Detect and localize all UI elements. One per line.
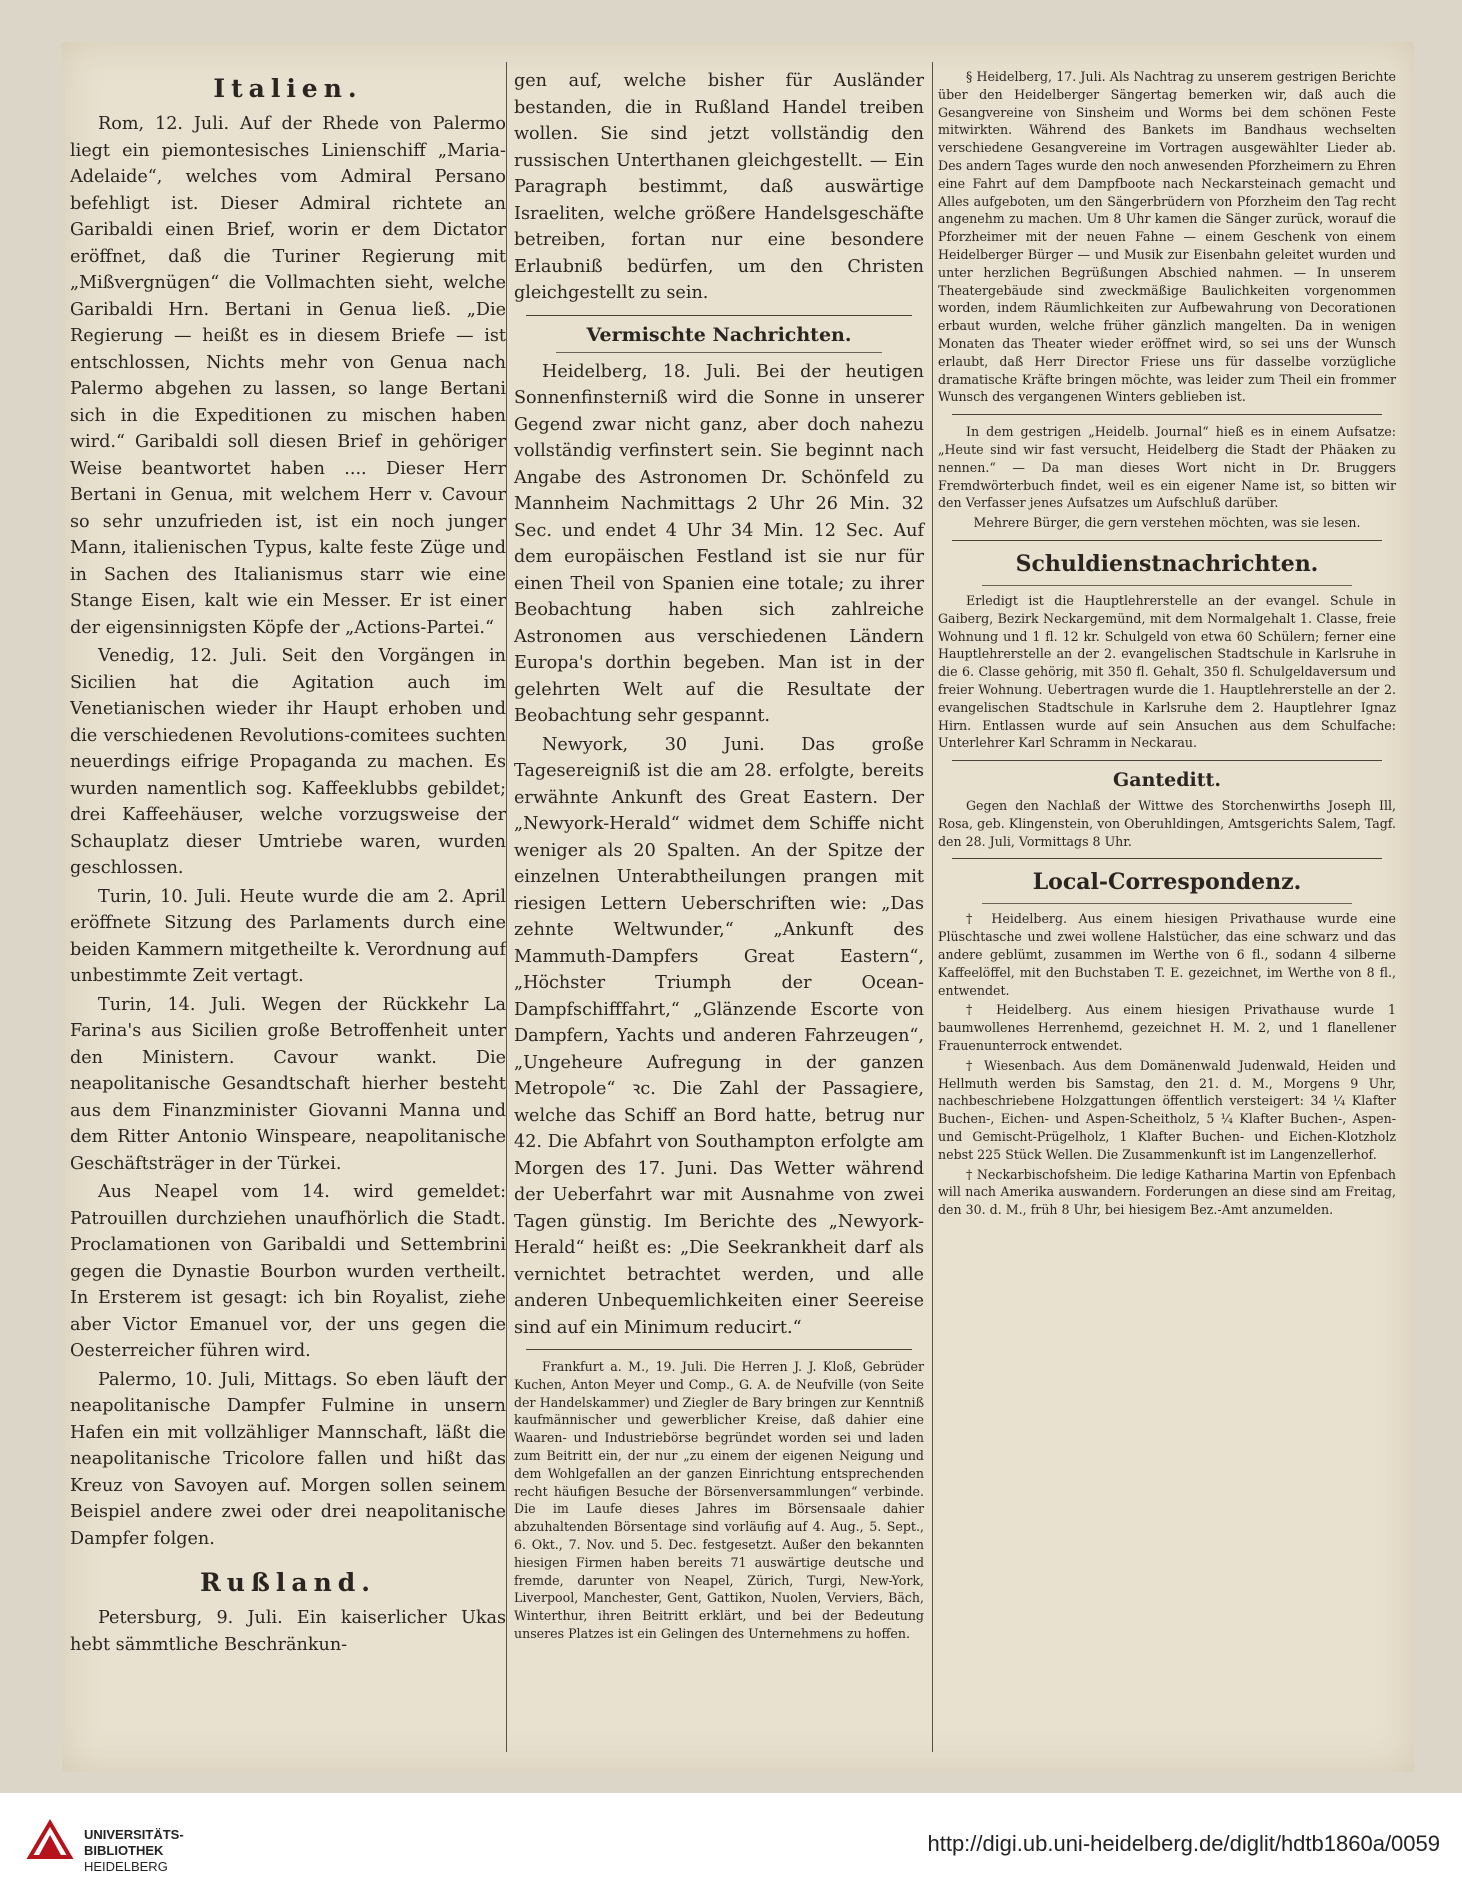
article-ganteditt: Gegen den Nachlaß der Wittwe des Storchenwirths Joseph Ill, Rosa, geb. Klingenstein, von Oberuhldingen, Amtsgerichts Salem, Tagf. den 28. Juli, Vormittags 8 Uhr. [938,798,1396,849]
article-turin-2: Turin, 14. Juli. Wegen der Rückkehr La Farina's aus Sicilien große Betroffenheit unter den Ministern. Cavour wankt. Die neapolitanische Gesandtschaft hierher besteht aus dem Finanzminister Giovanni Manna und dem Ritter Antonio Winspeare, neapolitanische Geschäftsträger in der Türkei. [70,994,506,1174]
section-title-italien: Italien. [213,74,363,103]
divider [952,760,1382,761]
logo-line: BIBLIOTHEK [84,1843,164,1858]
divider [952,414,1382,415]
article-local-heidelberg-2: † Heidelberg. Aus einem hiesigen Privathause wurde 1 baumwollenes Herrenhemd, gezeichnet H. M. 2, und 1 flanellener Frauenunterrock entwendet. [938,1002,1396,1054]
university-logo-icon[interactable] [26,1817,74,1869]
divider [952,540,1382,541]
permalink-url[interactable]: http://digi.ub.uni-heidelberg.de/diglit/hdtb1860a/0059 [927,1831,1440,1856]
article-frankfurt: Frankfurt a. M., 19. Juli. Die Herren J. J. Kloß, Gebrüder Kuchen, Anton Meyer und Comp., G. A. de Neufville (von Seite der Handelskammer) und Ziegler de Bary bringen zur Kenntniß kaufmännischer und gewerblicher Kreise, daß dahier eine Waaren- und Industriebörse begründet worden sei und laden zum Beitritt ein, der nur „zu einem der eigenen Neigung und dem Wohlgefallen an der ganzen Einrichtung entsprechenden recht häufigen Besuche der Börsenversammlungen“ verbinde. Die im Laufe dieses Jahres im Börsensaale dahier abzuhaltenden Börsentage sind vorläufig auf 4. Aug., 5. Sept., 6. Okt., 7. Nov. und 5. Dec. festgesetzt. Außer den bekannten hiesigen Firmen haben bereits 71 auswärtige deutsche und fremde, darunter von Neapel, Zürich, Turgi, New-York, Liverpool, Manchester, Gent, Gattikon, Nuolen, Verviers, Bäch, Winterthur, ihren Beitritt erklärt, und bei der Bedeutung unseres Platzes ist ein Gelingen des Unternehmens zu hoffen. [514,1359,924,1641]
section-title-ganteditt: Ganteditt. [1113,769,1221,792]
article-local-heidelberg-1: † Heidelberg. Aus einem hiesigen Privathause wurde eine Plüschtasche und zwei wollene Halstücher, das eine schwarz und das andere geblümt, zusammen im Werthe von 6 fl., sodann 4 silberne Kaffeelöffel, mit den Buchstaben T. E. gezeichnet, im Werthe von 8 fl., entwendet. [938,911,1396,998]
section-title-local: Local-Correspondenz. [1032,869,1302,896]
article-petersburg-cont: gen auf, welche bisher für Ausländer bestanden, die in Rußland Handel treiben wollen. Sie sind jetzt vollständig den russischen Unterthanen gleichgestellt. — Ein Paragraph bestimmt, daß auswärtige Israeliten, welche größere Handelsgeschäfte betreiben, fortan nur eine besondere Erlaubniß bedürfen, um den Christen gleichgestellt zu sein. [514,71,924,303]
divider [556,352,882,353]
logo-line: HEIDELBERG [84,1859,168,1874]
divider [982,585,1352,586]
article-neapel: Aus Neapel vom 14. wird gemeldet: Patrouillen durchziehen unaufhörlich die Stadt. Proclamationen von Garibaldi und Settembrini gegen die Dynastie Bourbon wurden vertheilt. In Ersterem ist gesagt: ich bin Royalist, ziehe aber Victor Emanuel vor, der uns gegen die Oesterreicher führen wird. [70,1182,506,1361]
article-turin-1: Turin, 10. Juli. Heute wurde die am 2. April eröffnete Sitzung des Parlaments durch eine beiden Kammern mitgetheilte k. Verordnung auf unbestimmte Zeit vertagt. [70,886,506,986]
letter-signature: Mehrere Bürger, die gern verstehen möchten, was sie lesen. [973,515,1361,531]
article-heidelberg-sonnenfinsternis: Heidelberg, 18. Juli. Bei der heutigen Sonnenfinsterniß wird die Sonne in unserer Gegend zwar nicht ganz, aber doch nahezu vollständig verfinstert sein. Sie beginnt nach Angabe des Astronomen Dr. Schönfeld zu Mannheim Nachmittags 2 Uhr 26 Min. 32 Sec. und endet 4 Uhr 34 Min. 12 Sec. Auf dem europäischen Festland ist sie nur für einen Theil von Spanien eine totale; zu ihrer Beobachtung haben sich zahlreiche Astronomen aus verschiedenen Ländern Europa's dorthin begeben. Man ist in der gelehrten Welt auf die Resultate der Beobachtung sehr gespannt. [514,361,924,726]
divider [526,315,912,316]
library-name [84,1827,184,1875]
divider [982,903,1352,904]
article-local-neckarbischofsheim: † Neckarbischofsheim. Die ledige Katharina Martin von Epfenbach will nach Amerika auswandern. Forderungen an diese sind am Freitag, den 30. d. M., früh 8 Uhr, bei hiesigem Bez.-Amt anzumelden. [938,1166,1396,1218]
article-palermo: Palermo, 10. Juli, Mittags. So eben läuft der neapolitanische Dampfer Fulmine in unsern Hafen ein mit vollzähliger Mannschaft, läßt die neapolitanische Tricolore fallen und hißt das Kreuz von Savoyen auf. Morgen sollen seinem Beispiel andere zwei oder drei neapolitanische Dampfer folgen. [70,1369,506,1549]
column-italien [70,68,506,1660]
article-rom: Rom, 12. Juli. Auf der Rhede von Palermo liegt ein piemontesisches Linienschiff „Maria-Adelaide“, welches vom Admiral Persano befehligt ist. Dieser Admiral richtete an Garibaldi einen Brief, worin er dem Dictator eröffnet, daß die Turiner Regierung mit „Mißvergnügen“ die Vollmachten sieht, welche Garibaldi Hrn. Bertani in Genua ließ. „Die Regierung — heißt es in diesem Briefe — ist entschlossen, Nichts mehr von Genua nach Palermo abgehen zu lassen, so lange Bertani sich in die Expeditionen zu mischen haben wird.“ Garibaldi soll diesen Brief in gehöriger Weise beantwortet haben .... Dieser Herr Bertani in Genua, mit welchem Herr v. Cavour so sehr unzufrieden ist, ist ein noch junger Mann, italienischen Typus, kalte feste Züge und in Sachen des Italianismus starr wie eine Stange Eisen, kalt wie ein Messer. Er ist einer der eigensinnigsten Köpfe der „Actions-Partei.“ [70,114,506,638]
letter-phaeaken: In dem gestrigen „Heidelb. Journal“ hieß es in einem Aufsatze: „Heute sind wir fast versucht, Heidelberg die Stadt der Phäaken zu nennen.“ — Da man dieses Wort nicht in Dr. Bruggers Fremdwörterbuch findet, weil es ein eigener Name ist, so bitten wir den Verfasser jenes Aufsatzes um Aufschluß darüber. [938,424,1396,511]
column-vermischte [506,68,932,1645]
section-title-schuldienst: Schuldienstnachrichten. [1015,550,1319,577]
article-schuldienst: Erledigt ist die Hauptlehrerstelle an der evangel. Schule in Gaiberg, Bezirk Neckargemünd, mit dem Normalgehalt 1. Classe, freie Wohnung und 1 fl. 12 kr. Schulgeld von etwa 60 Schülern; ferner eine Hauptlehrerstelle an der 2. evangelischen Stadtschule in Karlsruhe in die 6. Classe gehörig, mit 350 fl. Gehalt, 350 fl. Schulgeldaversum und freier Wohnung. Uebertragen wurde die 1. Hauptlehrerstelle an der 2. evangelischen Stadtschule in Karlsruhe dem 2. Hauptlehrer Ignaz Hirn. Entlassen wurde auf sein Ansuchen aus dem Schulfache: Unterlehrer Karl Schramm in Neckarau. [938,592,1396,751]
newspaper-page [62,42,1414,1772]
article-heidelberg-saengertag: § Heidelberg, 17. Juli. Als Nachtrag zu unserem gestrigen Berichte über den Heidelberger Sängertag bemerken wir, daß auch die Gesangvereine von Sinsheim und Worms bei dem schönen Feste mitwirkten. Während des Bankets im Bandhaus wechselten verschiedene Gesangvereine im Vortragen ausgewählter Lieder ab. Des andern Tages wurde den noch anwesenden Pforzheimern zu Ehren eine Fahrt auf dem Dampfboote nach Neckarsteinach gemacht und Alles aufgeboten, um den Sängerbrüdern von Pforzheim den Tag recht angenehm zu machen. Um 8 Uhr kamen die Sänger zurück, worauf die Pforzheimer mit der neuen Fahne — einem Geschenk von einem Heidelberger Bürger — und Musik zur Eisenbahn geleitet wurden und unter herzlichen Begrüßungen Abschied nahmen. — In unserem Theatergebäude sind zweckmäßige Baulichkeiten vorgenommen worden, indem Räumlichkeiten zur Aufbewahrung von Decorationen erbaut wurden, welche früher gänzlich mangelten. Da in wenigen Monaten das Theater wieder eröffnet wird, so sei uns der Wunsch erlaubt, daß Herr Director Friese uns für dasselbe vorzügliche dramatische Kräfte bringen möchte, was leider zum Theil ein frommer Wunsch des vergangenen Winters geblieben ist. [938,69,1396,405]
divider [526,1349,912,1350]
article-venedig: Venedig, 12. Juli. Seit den Vorgängen in Sicilien hat die Agitation auch im Venetianischen wieder ihr Haupt erhoben und die verschiedenen Revolutions-comitees suchten neuerdings eifrige Propaganda zu machen. Es wurden namentlich sog. Kaffeeklubbs gebildet; drei Kaffeehäuser, welche vorzugsweise der Schauplatz dieser Umtriebe waren, wurden geschlossen. [70,646,506,878]
article-petersburg: Petersburg, 9. Juli. Ein kaiserlicher Ukas hebt sämmtliche Beschränkun- [70,1608,506,1655]
section-title-russland: Rußland. [199,1568,376,1597]
article-newyork: Newyork, 30 Juni. Das große Tagesereigniß ist die am 28. erfolgte, bereits erwähnte Ankunft des Great Eastern. Der „Newyork-Herald“ widmet dem Schiffe nicht weniger als 20 Spalten. An der Spitze der einzelnen Unterabtheilungen prangen mit riesigen Lettern Ueberschriften wie: „Das zehnte Weltwunder,“ „Ankunft des Mammuth-Dampfers Great Eastern“, „Höchster Triumph der Ocean-Dampfschifffahrt,“ „Glänzende Escorte von Dampfern, Yachts und anderen Fahrzeugen“, „Ungeheure Aufregung in der ganzen Metropole“ ꝛc. Die Zahl der Passagiere, welche das Schiff an Bord hatte, betrug nur 42. Die Abfahrt von Southampton erfolgte am Morgen des 17. Juni. Das Wetter während der Ueberfahrt war mit Ausnahme von zwei Tagen günstig. Im Berichte des „Newyork-Herald“ heißt es: „Die Seekrankheit darf als vernichtet betrachtet werden, und alle anderen Unbequemlichkeiten einer Seereise sind auf ein Minimum reducirt.“ [514,734,924,1338]
column-local [932,68,1402,1221]
logo-line: UNIVERSITÄTS- [84,1827,184,1842]
article-local-wiesenbach: † Wiesenbach. Aus dem Domänenwald Judenwald, Heiden und Hellmuth werden bis Samstag, den 21. d. M., Morgens 9 Uhr, nachbeschriebene Holzgattungen öffentlich versteigert: 34 ¼ Klafter Buchen-, Eichen- und Aspen-Scheitholz, 5 ¼ Klafter Buchen-, Aspen- und Gemischt-Prügelholz, 1 Klafter Buchen- und Eichen-Klotzholz nebst 225 Stück Wellen. Die Zusammenkunft ist im Langenzellerhof. [938,1057,1396,1162]
footer-bar [0,1793,1462,1902]
divider [952,858,1382,859]
section-title-vermischte: Vermischte Nachrichten. [586,323,852,346]
